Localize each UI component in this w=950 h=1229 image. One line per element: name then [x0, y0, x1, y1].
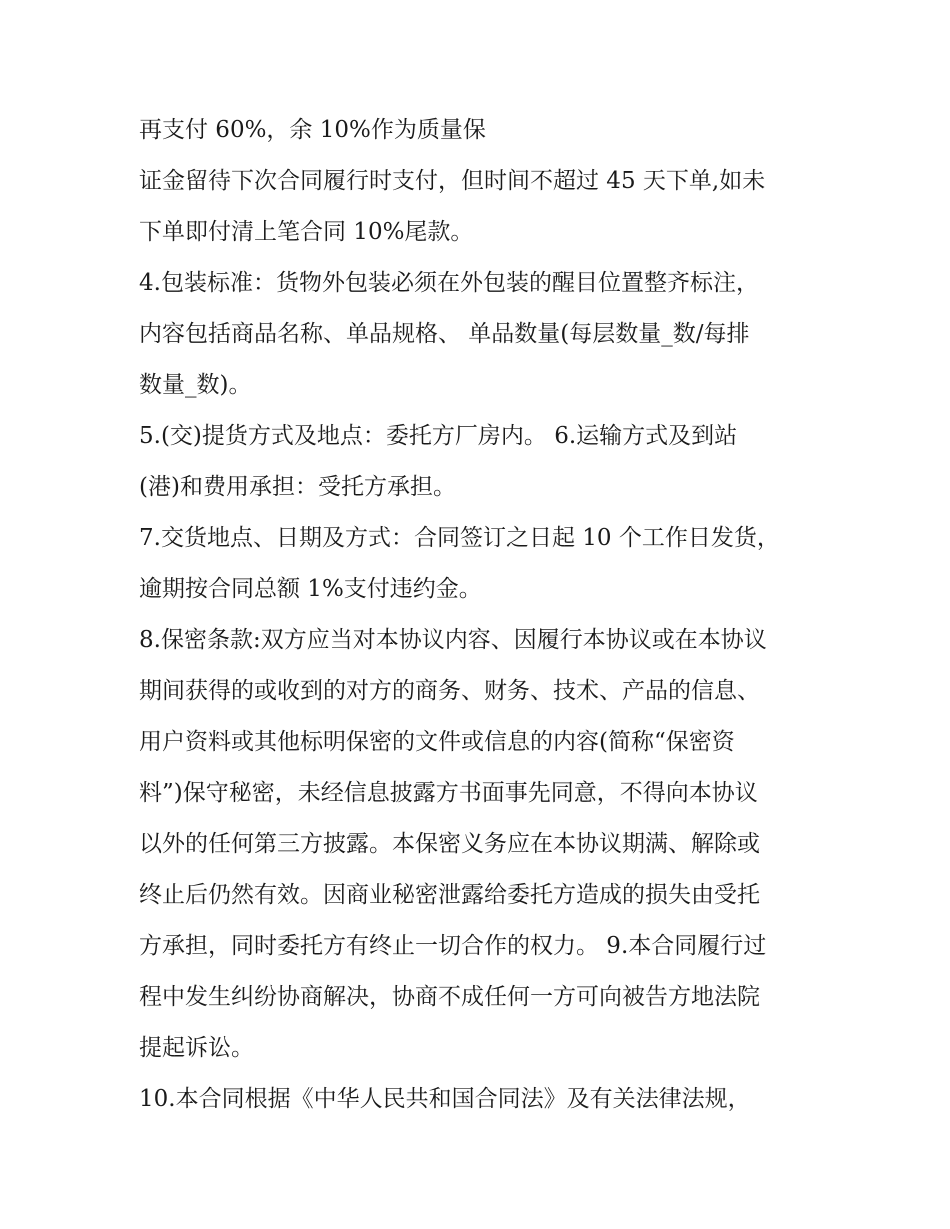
text-line: 数量_数)。: [139, 372, 252, 398]
text-line: 5.(交)提货方式及地点：委托方厂房内。 6.运输方式及到站: [139, 423, 738, 449]
text-line: 期间获得的或收到的对方的商务、财务、技术、产品的信息、: [139, 678, 760, 704]
text-line: 终止后仍然有效。因商业秘密泄露给委托方造成的损失由受托: [139, 882, 760, 908]
text-line: 料”)保守秘密，未经信息披露方书面事先同意，不得向本协议: [139, 780, 758, 806]
text-line: 10.本合同根据《中华人民共和国合同法》及有关法律法规，: [139, 1086, 751, 1112]
text-line: 8.保密条款:双方应当对本协议内容、因履行本协议或在本协议: [139, 627, 767, 653]
contract-text: [139, 105, 839, 1125]
text-line: 下单即付清上笔合同 10%尾款。: [139, 219, 474, 245]
text-line: 证金留待下次合同履行时支付，但时间不超过 45 天下单,如未: [139, 168, 766, 194]
text-line: 再支付 60%，余 10%作为质量保: [139, 117, 486, 143]
text-line: 内容包括商品名称、单品规格、 单品数量(每层数量_数/每排: [139, 321, 750, 347]
text-line: 用户资料或其他标明保密的文件或信息的内容(简称“保密资: [139, 729, 735, 755]
text-line: 程中发生纠纷协商解决，协商不成任何一方可向被告方地法院: [139, 984, 760, 1010]
text-line: 逾期按合同总额 1%支付违约金。: [139, 576, 482, 602]
text-line: 以外的任何第三方披露。本保密义务应在本协议期满、解除或: [139, 831, 760, 857]
text-line: 4.包装标准：货物外包装必须在外包装的醒目位置整齐标注，: [139, 270, 759, 296]
text-line: (港)和费用承担：受托方承担。: [139, 474, 456, 500]
text-line: 7.交货地点、日期及方式：合同签订之日起 10 个工作日发货，: [139, 525, 780, 551]
text-line: 方承担，同时委托方有终止一切合作的权力。 9.本合同履行过: [139, 933, 767, 959]
text-line: 提起诉讼。: [139, 1035, 254, 1061]
